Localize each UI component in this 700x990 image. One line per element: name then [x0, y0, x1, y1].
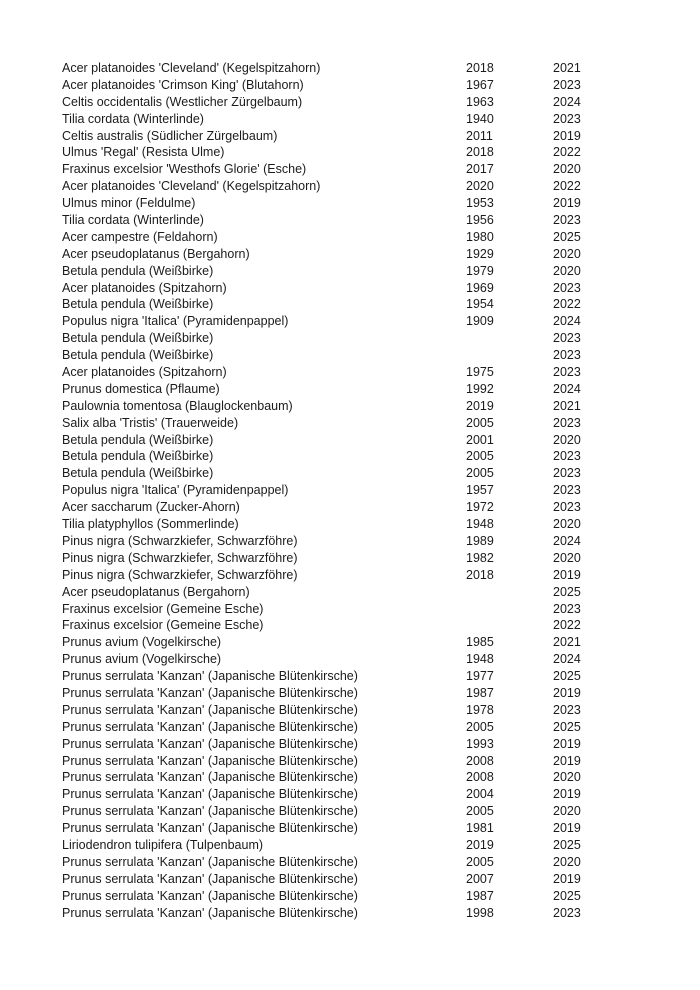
year-second: 2023	[553, 111, 581, 126]
year-first: 2005	[466, 449, 494, 464]
year-second: 2019	[553, 128, 581, 143]
table-row	[62, 668, 623, 685]
year-second: 2025	[553, 888, 581, 903]
species-name: Paulownia tomentosa (Blauglockenbaum)	[62, 398, 293, 413]
year-second: 2024	[553, 314, 581, 329]
year-second: 2023	[553, 466, 581, 481]
year-second: 2024	[553, 94, 581, 109]
table-row	[62, 161, 623, 178]
table-row	[62, 364, 623, 381]
species-name: Prunus serrulata 'Kanzan' (Japanische Blütenkirsche)	[62, 719, 358, 734]
year-first: 1954	[466, 297, 494, 312]
year-second: 2023	[553, 77, 581, 92]
year-second: 2019	[553, 753, 581, 768]
year-second: 2019	[553, 871, 581, 886]
species-name: Acer pseudoplatanus (Bergahorn)	[62, 584, 250, 599]
year-second: 2021	[553, 61, 581, 75]
table-row	[62, 111, 623, 128]
year-first: 1957	[466, 483, 494, 498]
year-second: 2023	[553, 702, 581, 717]
table-row	[62, 803, 623, 820]
year-second: 2020	[553, 550, 581, 565]
year-second: 2020	[553, 246, 581, 261]
year-first: 2020	[466, 179, 494, 194]
species-name: Pinus nigra (Schwarzkiefer, Schwarzföhre)	[62, 567, 298, 582]
year-first: 2004	[466, 787, 494, 802]
species-name: Betula pendula (Weißbirke)	[62, 297, 214, 312]
year-second: 2023	[553, 331, 581, 346]
table-row	[62, 651, 623, 668]
species-name: Ulmus 'Regal' (Resista Ulme)	[62, 145, 225, 160]
table-row	[62, 212, 623, 229]
species-name: Ulmus minor (Feldulme)	[62, 196, 196, 211]
table-row	[62, 330, 623, 347]
year-second: 2019	[553, 196, 581, 211]
year-first	[466, 347, 553, 364]
year-second: 2023	[553, 348, 581, 363]
table-row	[62, 719, 623, 736]
year-first: 1929	[466, 246, 494, 261]
species-name: Populus nigra 'Italica' (Pyramidenpappel)	[62, 483, 289, 498]
year-first	[466, 330, 553, 347]
year-second: 2020	[553, 432, 581, 447]
year-first: 2018	[466, 145, 494, 160]
year-second: 2019	[553, 685, 581, 700]
year-second: 2019	[553, 736, 581, 751]
table-row	[62, 60, 623, 77]
table-row	[62, 246, 623, 263]
table-row	[62, 786, 623, 803]
year-first: 1978	[466, 702, 494, 717]
year-first: 2019	[466, 398, 494, 413]
table-row	[62, 854, 623, 871]
year-second: 2020	[553, 517, 581, 532]
year-first: 2005	[466, 415, 494, 430]
table-row	[62, 381, 623, 398]
species-name: Acer platanoides (Spitzahorn)	[62, 365, 227, 380]
species-name: Acer platanoides (Spitzahorn)	[62, 280, 227, 295]
year-second: 2019	[553, 821, 581, 836]
year-first: 1989	[466, 533, 494, 548]
species-name: Prunus serrulata 'Kanzan' (Japanische Blütenkirsche)	[62, 888, 358, 903]
table-row	[62, 415, 623, 432]
species-name: Prunus serrulata 'Kanzan' (Japanische Blütenkirsche)	[62, 669, 358, 684]
year-first: 1956	[466, 213, 494, 228]
species-name: Fraxinus excelsior (Gemeine Esche)	[62, 618, 264, 633]
species-name: Betula pendula (Weißbirke)	[62, 331, 214, 346]
species-name: Prunus serrulata 'Kanzan' (Japanische Blütenkirsche)	[62, 905, 358, 920]
year-second: 2020	[553, 770, 581, 785]
table-row	[62, 769, 623, 786]
year-second: 2023	[553, 905, 581, 920]
table-row	[62, 499, 623, 516]
year-second: 2023	[553, 365, 581, 380]
year-second: 2023	[553, 449, 581, 464]
year-first	[466, 584, 553, 601]
year-second: 2023	[553, 483, 581, 498]
species-name: Betula pendula (Weißbirke)	[62, 263, 214, 278]
species-name: Prunus serrulata 'Kanzan' (Japanische Blütenkirsche)	[62, 753, 358, 768]
year-first: 1967	[466, 77, 494, 92]
table-row	[62, 280, 623, 297]
species-name: Prunus serrulata 'Kanzan' (Japanische Blütenkirsche)	[62, 702, 358, 717]
year-first: 2005	[466, 466, 494, 481]
year-second: 2024	[553, 652, 581, 667]
year-second: 2019	[553, 567, 581, 582]
species-name: Fraxinus excelsior (Gemeine Esche)	[62, 601, 264, 616]
table-row	[62, 753, 623, 770]
table-row	[62, 905, 623, 922]
table-row	[62, 144, 623, 161]
year-first: 1987	[466, 685, 494, 700]
year-second: 2023	[553, 280, 581, 295]
table-row	[62, 820, 623, 837]
table-row	[62, 178, 623, 195]
year-first: 1992	[466, 381, 494, 396]
year-first: 2011	[466, 128, 493, 143]
species-name: Betula pendula (Weißbirke)	[62, 449, 214, 464]
species-name: Prunus serrulata 'Kanzan' (Japanische Blütenkirsche)	[62, 804, 358, 819]
year-first: 1998	[466, 905, 494, 920]
species-name: Prunus serrulata 'Kanzan' (Japanische Blütenkirsche)	[62, 821, 358, 836]
year-first: 1953	[466, 196, 494, 211]
year-second: 2024	[553, 381, 581, 396]
table-row	[62, 516, 623, 533]
year-second: 2023	[553, 415, 581, 430]
year-first: 2001	[466, 432, 494, 447]
species-name: Celtis australis (Südlicher Zürgelbaum)	[62, 128, 278, 143]
table-row	[62, 634, 623, 651]
table-row	[62, 465, 623, 482]
species-name: Fraxinus excelsior 'Westhofs Glorie' (Esche)	[62, 162, 307, 177]
table-row	[62, 601, 623, 618]
year-second: 2020	[553, 162, 581, 177]
species-name: Prunus avium (Vogelkirsche)	[62, 652, 222, 667]
year-first: 1909	[466, 314, 494, 329]
species-name: Prunus serrulata 'Kanzan' (Japanische Blütenkirsche)	[62, 854, 358, 869]
year-first: 2005	[466, 719, 494, 734]
species-name: Acer platanoides 'Cleveland' (Kegelspitzahorn)	[62, 61, 321, 75]
tree-table	[62, 60, 623, 921]
species-name: Prunus domestica (Pflaume)	[62, 381, 220, 396]
year-first: 1987	[466, 888, 494, 903]
year-first: 2005	[466, 804, 494, 819]
species-name: Liriodendron tulipifera (Tulpenbaum)	[62, 837, 264, 852]
table-row	[62, 77, 623, 94]
species-name: Prunus serrulata 'Kanzan' (Japanische Blütenkirsche)	[62, 736, 358, 751]
year-first: 1948	[466, 517, 494, 532]
table-row	[62, 432, 623, 449]
species-name: Acer platanoides 'Cleveland' (Kegelspitzahorn)	[62, 179, 321, 194]
table-row	[62, 313, 623, 330]
species-name: Pinus nigra (Schwarzkiefer, Schwarzföhre)	[62, 533, 298, 548]
year-first: 1985	[466, 635, 494, 650]
year-first: 1975	[466, 365, 494, 380]
species-name: Acer pseudoplatanus (Bergahorn)	[62, 246, 250, 261]
table-row	[62, 482, 623, 499]
species-name: Pinus nigra (Schwarzkiefer, Schwarzföhre)	[62, 550, 298, 565]
year-first: 2018	[466, 61, 494, 75]
year-second: 2025	[553, 229, 581, 244]
year-first: 2005	[466, 854, 494, 869]
year-second: 2025	[553, 669, 581, 684]
year-first: 1993	[466, 736, 494, 751]
year-first: 2008	[466, 753, 494, 768]
year-second: 2020	[553, 804, 581, 819]
year-second: 2025	[553, 584, 581, 599]
year-second: 2022	[553, 618, 581, 633]
year-first: 1972	[466, 500, 494, 515]
species-name: Prunus serrulata 'Kanzan' (Japanische Blütenkirsche)	[62, 787, 358, 802]
table-row	[62, 567, 623, 584]
year-second: 2023	[553, 601, 581, 616]
year-first: 1981	[466, 821, 494, 836]
year-second: 2024	[553, 533, 581, 548]
year-second: 2022	[553, 297, 581, 312]
year-second: 2020	[553, 854, 581, 869]
year-second: 2023	[553, 213, 581, 228]
table-row	[62, 128, 623, 145]
year-first: 1969	[466, 280, 494, 295]
species-name: Tilia cordata (Winterlinde)	[62, 213, 204, 228]
species-name: Populus nigra 'Italica' (Pyramidenpappel)	[62, 314, 289, 329]
year-second: 2023	[553, 500, 581, 515]
year-first: 1963	[466, 94, 494, 109]
table-row	[62, 296, 623, 313]
species-name: Tilia cordata (Winterlinde)	[62, 111, 204, 126]
table-row	[62, 837, 623, 854]
species-name: Celtis occidentalis (Westlicher Zürgelbaum)	[62, 94, 303, 109]
species-name: Prunus serrulata 'Kanzan' (Japanische Blütenkirsche)	[62, 770, 358, 785]
species-name: Prunus serrulata 'Kanzan' (Japanische Blütenkirsche)	[62, 685, 358, 700]
table-row	[62, 229, 623, 246]
year-first: 2007	[466, 871, 494, 886]
year-first: 1980	[466, 229, 494, 244]
species-name: Betula pendula (Weißbirke)	[62, 348, 214, 363]
year-second: 2025	[553, 837, 581, 852]
table-row	[62, 702, 623, 719]
table-row	[62, 888, 623, 905]
year-first: 2017	[466, 162, 494, 177]
table-row	[62, 94, 623, 111]
year-first: 1940	[466, 111, 494, 126]
species-name: Prunus serrulata 'Kanzan' (Japanische Blütenkirsche)	[62, 871, 358, 886]
year-second: 2021	[553, 635, 581, 650]
species-name: Acer platanoides 'Crimson King' (Blutahorn)	[62, 77, 304, 92]
table-row	[62, 398, 623, 415]
table-row	[62, 871, 623, 888]
year-first: 1977	[466, 669, 494, 684]
table-row	[62, 617, 623, 634]
year-second: 2021	[553, 398, 581, 413]
year-first: 1982	[466, 550, 494, 565]
table-row	[62, 550, 623, 567]
table-row	[62, 263, 623, 280]
year-first: 1948	[466, 652, 494, 667]
year-first	[466, 601, 553, 618]
species-name: Betula pendula (Weißbirke)	[62, 432, 214, 447]
year-second: 2025	[553, 719, 581, 734]
species-name: Acer campestre (Feldahorn)	[62, 229, 218, 244]
table-row	[62, 195, 623, 212]
species-name: Acer saccharum (Zucker-Ahorn)	[62, 500, 240, 515]
table-row	[62, 685, 623, 702]
year-first: 2018	[466, 567, 494, 582]
year-second: 2022	[553, 145, 581, 160]
species-name: Tilia platyphyllos (Sommerlinde)	[62, 517, 239, 532]
species-name: Prunus avium (Vogelkirsche)	[62, 635, 222, 650]
table-row	[62, 448, 623, 465]
year-first	[466, 617, 553, 634]
year-first: 1979	[466, 263, 494, 278]
table-row	[62, 533, 623, 550]
table-row	[62, 736, 623, 753]
year-first: 2019	[466, 837, 494, 852]
year-second: 2019	[553, 787, 581, 802]
table-row	[62, 347, 623, 364]
species-name: Betula pendula (Weißbirke)	[62, 466, 214, 481]
species-name: Salix alba 'Tristis' (Trauerweide)	[62, 415, 239, 430]
year-second: 2022	[553, 179, 581, 194]
year-first: 2008	[466, 770, 494, 785]
table-row	[62, 584, 623, 601]
year-second: 2020	[553, 263, 581, 278]
